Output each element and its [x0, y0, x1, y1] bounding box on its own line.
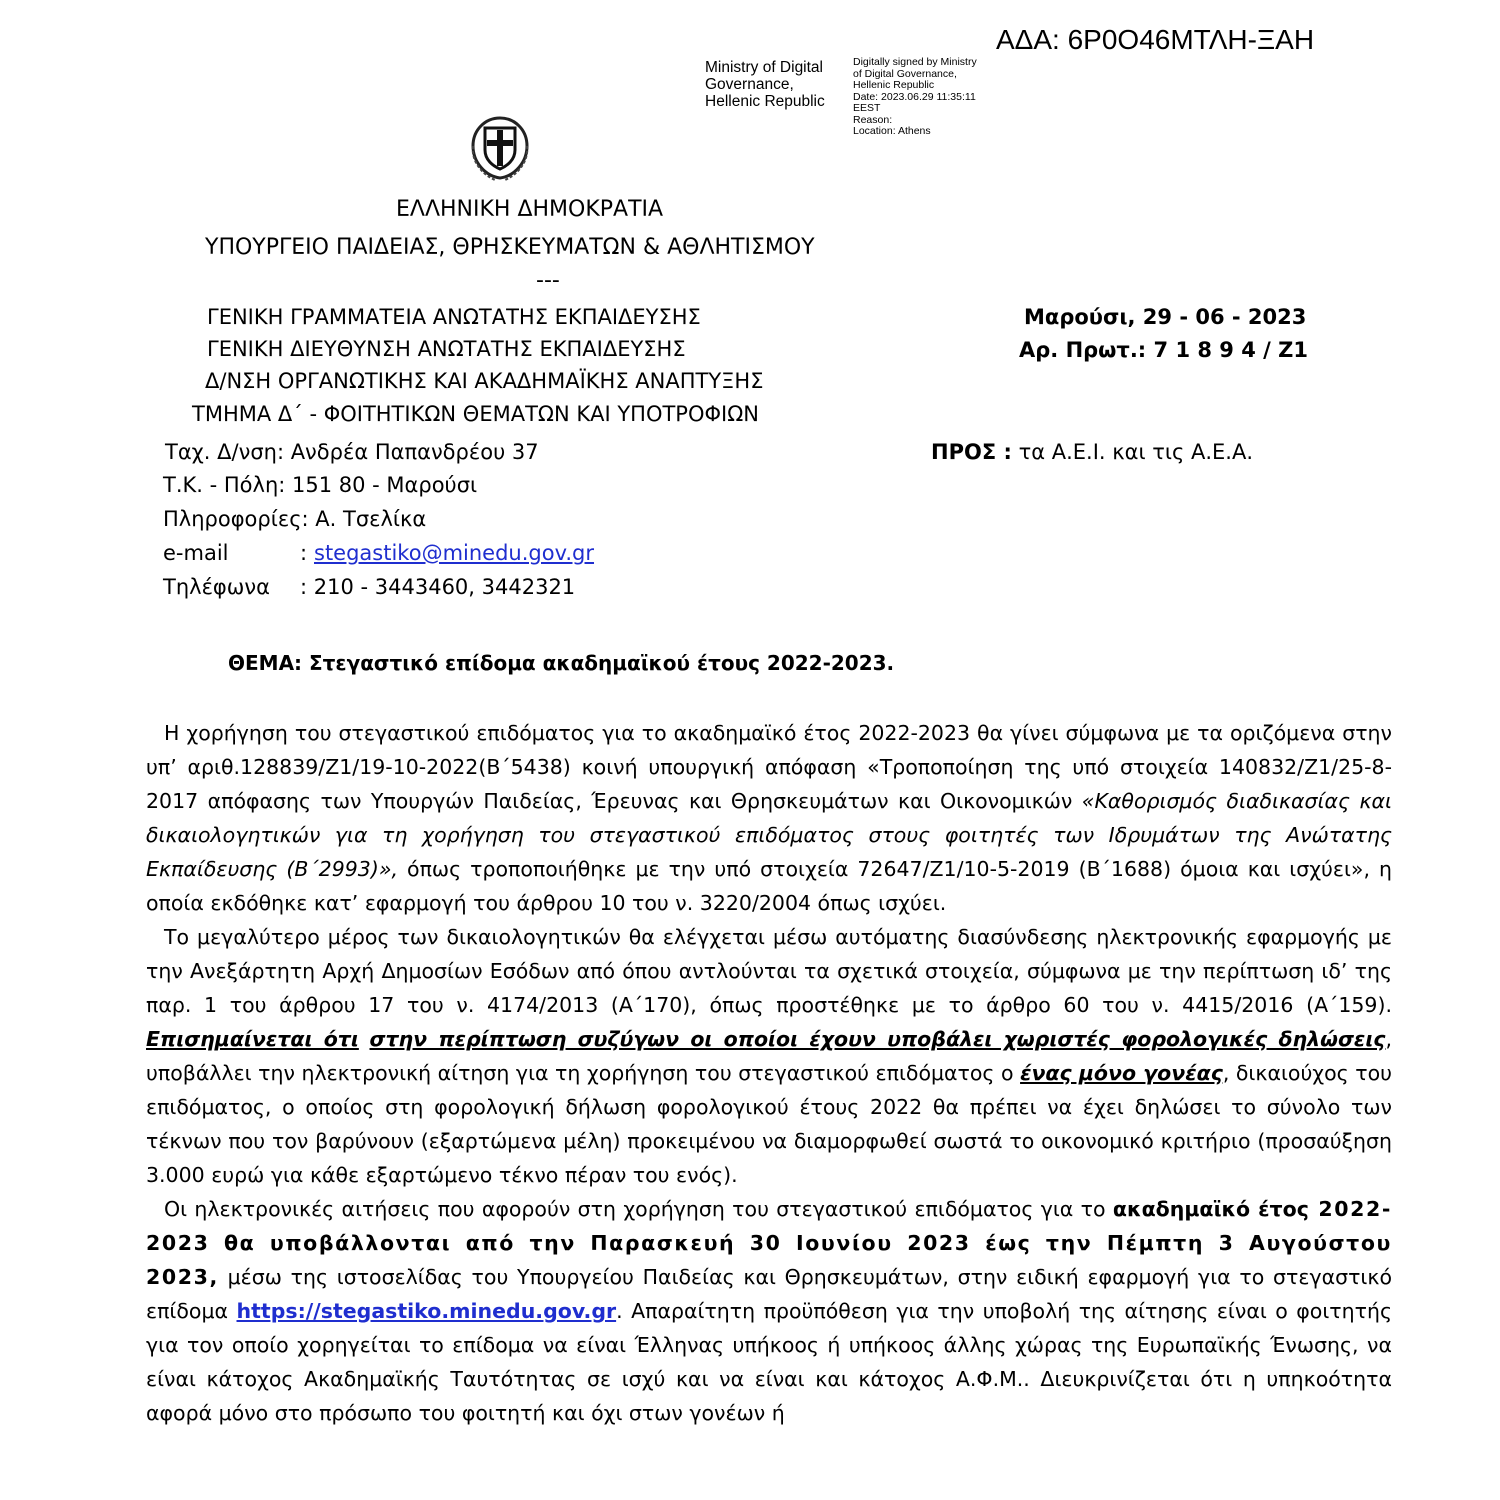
unit-line: ΓΕΝΙΚΗ ΓΡΑΜΜΑΤΕΙΑ ΑΝΩΤΑΤΗΣ ΕΚΠΑΙΔΕΥΣΗΣ — [207, 305, 701, 329]
letter-body — [146, 716, 1392, 1430]
signature-signer — [705, 59, 825, 110]
signature-details — [853, 57, 977, 138]
paragraph-3: Οι ηλεκτρονικές αιτήσεις που αφορούν στη χορήγηση του στεγαστικού επιδόματος για το ακαδημαϊκό έτος 2022-2023 θα υποβάλλονται από την Παρασκευή 30 Ιουνίου 2023 έως την Πέμπτη 3 Αυγούστου 2023, μέσω της ιστοσελίδας του Υπουργείου Παιδείας και Θρησκευμάτων, στην ειδική εφαρμογή για το στεγαστικό επίδομα https://stegastiko.minedu.gov.gr. Απαραίτητη προϋπόθεση για την υποβολή της αίτησης είναι ο φοιτητής για τον οποίο χορηγείται το επίδομα να είναι Έλληνας υπήκοος ή υπήκοος άλλης χώρας της Ευρωπαϊκής Ένωσης, να είναι κάτοχος Ακαδημαϊκής Ταυτότητας σε ισχύ και να είναι και κάτοχος Α.Φ.Μ.. Διευκρινίζεται ότι η υπηκοότητα αφορά μόνο στο πρόσωπο του φοιτητή και όχι στων γονέων ή — [146, 1197, 1392, 1425]
unit-line: ΤΜΗΜΑ Δ΄ - ΦΟΙΤΗΤΙΚΩΝ ΘΕΜΑΤΩΝ ΚΑΙ ΥΠΟΤΡΟΦΙΩΝ — [192, 402, 759, 426]
recipient — [931, 440, 1253, 464]
subject-line: ΘΕΜΑ: Στεγαστικό επίδομα ακαδημαϊκού έτους 2022-2023. — [228, 651, 895, 675]
paragraph-1: Η χορήγηση του στεγαστικού επιδόματος για το ακαδημαϊκό έτος 2022-2023 θα γίνει σύμφωνα με τα οριζόμενα στην υπ’ αριθ.128839/Ζ1/19-10-2022(Β΄5438) κοινή υπουργική απόφαση «Τροποποίηση της υπό στοιχεία 140832/Ζ1/25-8-2017 απόφασης των Υπουργών Παιδείας, Έρευνας και Θρησκευμάτων και Οικονομικών «Καθορισμός διαδικασίας και δικαιολογητικών για τη χορήγηση του στεγαστικού επιδόματος στους φοιτητές των Ιδρυμάτων της Ανώτατης Εκπαίδευσης (Β΄2993)», όπως τροποποιήθηκε με την υπό στοιχεία 72647/Ζ1/10-5-2019 (Β΄1688) όμοια και ισχύει», η οποία εκδόθηκε κατ’ εφαρμογή του άρθρου 10 του ν. 3220/2004 όπως ισχύει. — [146, 721, 1392, 915]
stegastiko-link[interactable]: https://stegastiko.minedu.gov.gr — [236, 1299, 617, 1323]
signature-name-line: Hellenic Republic — [705, 93, 825, 110]
signature-detail-line: of Digital Governance, — [853, 67, 957, 80]
contact-info: Πληροφορίες: Α. Τσελίκα — [163, 507, 427, 531]
unit-line: Δ/ΝΣΗ ΟΡΓΑΝΩΤΙΚΗΣ ΚΑΙ ΑΚΑΔΗΜΑΪΚΗΣ ΑΝΑΠΤΥΞΗΣ — [205, 369, 764, 393]
contact-email-colon: : — [300, 541, 308, 565]
paragraph-2: Το μεγαλύτερο μέρος των δικαιολογητικών θα ελέγχεται μέσω αυτόματης διασύνδεσης ηλεκτρονικής εφαρμογής με την Ανεξάρτητη Αρχή Δημοσίων Εσόδων από όπου αντλούνται τα σχετικά στοιχεία, σύμφωνα με την περίπτωση ιδ’ της παρ. 1 του άρθρου 17 του ν. 4174/2013 (Α΄170), όπως προστέθηκε με το άρθρο 60 του ν. 4415/2016 (Α΄159). Επισημαίνεται ότι στην περίπτωση συζύγων οι οποίοι έχουν υποβάλει χωριστές φορολογικές δηλώσεις, υποβάλλει την ηλεκτρονική αίτηση για τη χορήγηση του στεγαστικού επιδόματος ο ένας μόνο γονέας, δικαιούχος του επιδόματος, ο οποίος στη φορολογική δήλωση φορολογικού έτους 2022 θα πρέπει να έχει δηλώσει το σύνολο των τέκνων που τον βαρύνουν (εξαρτώμενα μέλη) προκειμένου να διαμορφωθεί σωστά το οικονομικό κριτήριο (προσαύξηση 3.000 ευρώ για κάθε εξαρτώμενο τέκνο πέραν του ενός). — [146, 925, 1392, 1187]
ministry-heading: ΥΠΟΥΡΓΕΙΟ ΠΑΙΔΕΙΑΣ, ΘΡΗΣΚΕΥΜΑΤΩΝ & ΑΘΛΗΤΙΣΜΟΥ — [205, 235, 815, 260]
signature-detail-line: Location: Athens — [853, 125, 931, 137]
signature-name-line: Ministry of Digital — [705, 59, 823, 76]
place-date: Μαρούσι, 29 - 06 - 2023 — [1024, 305, 1307, 329]
contact-city: Τ.Κ. - Πόλη: 151 80 - Μαρούσι — [163, 473, 478, 497]
recipient-label: ΠΡΟΣ : — [931, 440, 1012, 464]
ada-code: ΑΔΑ: 6Ρ0Ο46ΜΤΛΗ-ΞΑΗ — [996, 24, 1315, 55]
signature-detail-line: Date: 2023.06.29 11:35:11 — [853, 90, 976, 103]
contact-phone: : 210 - 3443460, 3442321 — [300, 575, 576, 599]
greek-coat-of-arms-icon — [465, 112, 535, 184]
unit-line: ΓΕΝΙΚΗ ΔΙΕΥΘΥΝΣΗ ΑΝΩΤΑΤΗΣ ΕΚΠΑΙΔΕΥΣΗΣ — [207, 337, 686, 361]
signature-detail-line: Digitally signed by Ministry — [853, 56, 977, 68]
recipient-value: τα Α.Ε.Ι. και τις Α.Ε.Α. — [1018, 440, 1254, 464]
signature-detail-line: EEST — [853, 102, 881, 114]
signature-detail-line: Reason: — [853, 113, 893, 126]
contact-phone-label: Τηλέφωνα — [163, 575, 270, 599]
protocol-number: Αρ. Πρωτ.: 7 1 8 9 4 / Ζ1 — [1019, 338, 1308, 362]
email-link[interactable]: stegastiko@minedu.gov.gr — [314, 541, 595, 565]
signature-name-line: Governance, — [705, 76, 794, 93]
header-separator: --- — [536, 268, 560, 293]
contact-address: Ταχ. Δ/νση: Ανδρέα Παπανδρέου 37 — [165, 440, 539, 464]
contact-email-label: e-mail — [163, 541, 229, 565]
republic-heading: ΕΛΛΗΝΙΚΗ ΔΗΜΟΚΡΑΤΙΑ — [396, 197, 664, 222]
signature-detail-line: Hellenic Republic — [853, 79, 935, 91]
